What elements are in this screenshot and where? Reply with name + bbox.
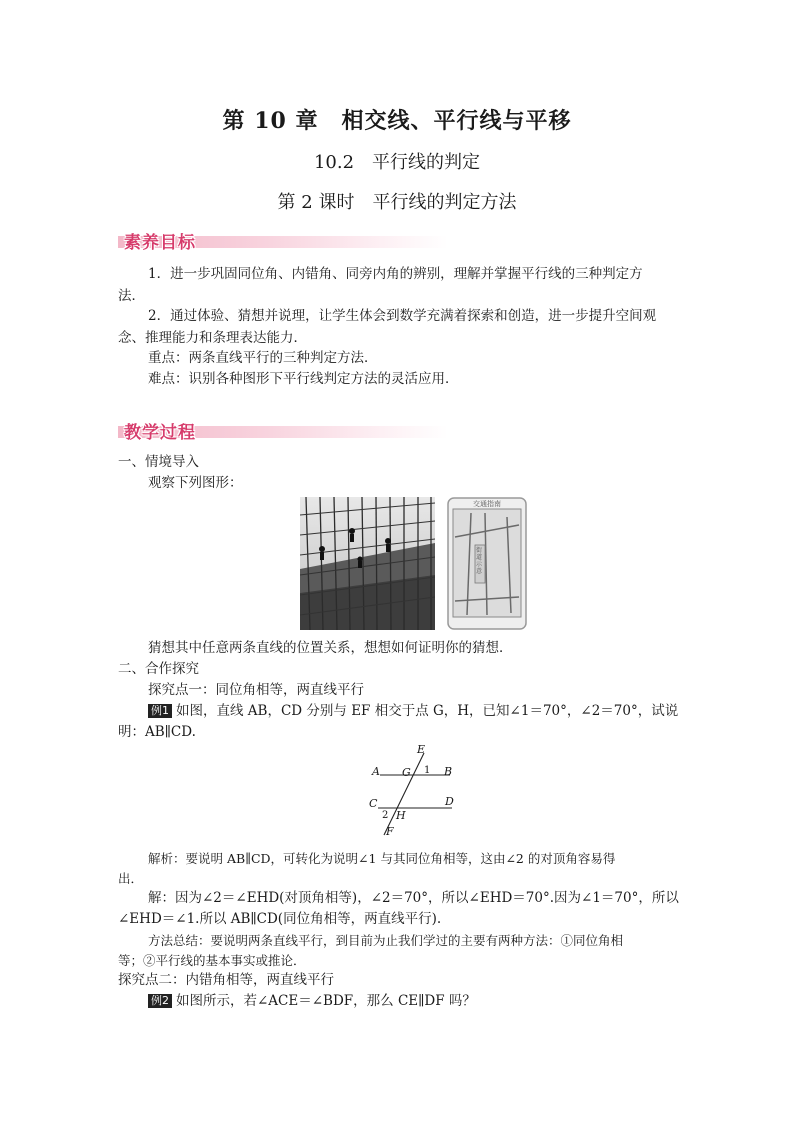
solution-line-2: ∠EHD＝∠1.所以 AB∥CD(同位角相等，两直线平行). (118, 911, 442, 927)
summary-line-1: 方法总结：要说明两条直线平行，到目前为止我们学过的主要有两种方法：①同位角相 (148, 933, 624, 948)
process-banner (118, 418, 448, 444)
goal-1-line-2: 法． (118, 288, 145, 304)
observe-text: 观察下列图形： (148, 475, 243, 491)
solution-line-1: 解：因为∠2＝∠EHD(对顶角相等)，∠2＝70°，所以∠EHD＝70°.因为∠1＝70°，所以 (148, 890, 679, 906)
example-2-tag: 例2 (148, 994, 172, 1008)
sign-title: 交通指南 (473, 500, 501, 508)
explore-point-1: 探究点一：同位角相等，两直线平行 (148, 682, 364, 698)
label-a: A (372, 765, 380, 778)
label-angle-1: 1 (424, 765, 431, 776)
scaffold-photo (300, 497, 435, 630)
example-2-line (148, 991, 476, 1012)
explore-point-2: 探究点二：内错角相等，两直线平行 (118, 972, 334, 988)
guess-text: 猜想其中任意两条直线的位置关系，想想如何证明你的猜想． (148, 640, 513, 656)
difficult-point: 难点：识别各种图形下平行线判定方法的灵活应用． (148, 371, 459, 387)
example-1-line-2: 明：AB∥CD. (118, 724, 196, 740)
label-d: D (445, 795, 454, 808)
example-2-text: 如图所示，若∠ACE＝∠BDF，那么 CE∥DF 吗？ (176, 993, 476, 1009)
label-c: C (369, 797, 378, 810)
summary-line-2: 等；②平行线的基本事实或推论． (118, 953, 306, 968)
example-1-text: 如图，直线 AB，CD 分别与 EF 相交于点 G，H，已知∠1＝70°，∠2＝70°，试说 (176, 703, 679, 719)
parallel-lines-figure (362, 745, 462, 840)
sign-street-label: 街道示意 (476, 547, 483, 575)
goal-1-line-1: 1．进一步巩固同位角、内错角、同旁内角的辨别，理解并掌握平行线的三种判定方 (148, 266, 643, 282)
goals-banner-label: 素养目标 (124, 233, 196, 253)
goal-2-line-1: 2．通过体验、猜想并说理，让学生体会到数学充满着探索和创造，进一步提升空间观 (148, 308, 657, 324)
analysis-line-1: 解析：要说明 AB∥CD，可转化为说明∠1 与其同位角相等，这由∠2 的对顶角容易得 (148, 851, 616, 866)
label-b: B (444, 765, 453, 778)
example-1-line-1 (148, 701, 678, 722)
intro-heading: 一、情境导入 (118, 454, 199, 470)
lesson-title: 第 2 课时 平行线的判定方法 (277, 192, 517, 213)
goal-2-line-2: 念、推理能力和条理表达能力． (118, 330, 307, 346)
process-banner-label: 教学过程 (124, 423, 196, 443)
section-title: 10.2 平行线的判定 (313, 152, 481, 173)
label-e: E (417, 743, 426, 756)
traffic-sign-image (447, 497, 527, 630)
example-1-tag: 例1 (148, 704, 172, 718)
chapter-title: 第 10 章 相交线、平行线与平移 (222, 108, 572, 134)
label-angle-2: 2 (382, 810, 389, 821)
analysis-line-2: 出． (118, 871, 144, 886)
goals-banner (118, 228, 448, 254)
label-g: G (402, 766, 411, 779)
label-f: F (386, 825, 394, 838)
label-h: H (396, 809, 406, 822)
key-point: 重点：两条直线平行的三种判定方法． (148, 350, 378, 366)
explore-heading: 二、合作探究 (118, 661, 199, 677)
